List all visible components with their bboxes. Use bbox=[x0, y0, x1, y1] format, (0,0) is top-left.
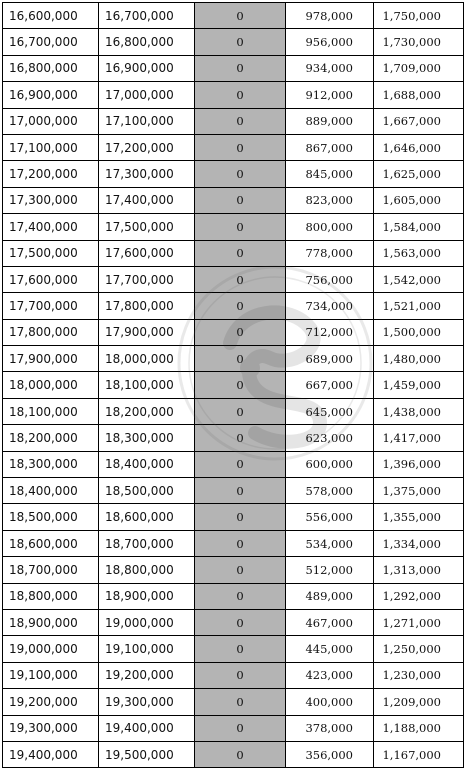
table-row bbox=[3, 346, 464, 372]
table-row bbox=[3, 609, 464, 635]
cell-income-from: 17,200,000 bbox=[3, 161, 99, 187]
cell-amount-a: 734,000 bbox=[286, 293, 374, 319]
cell-income-to: 19,400,000 bbox=[99, 715, 195, 741]
cell-income-from: 17,700,000 bbox=[3, 293, 99, 319]
cell-amount-b: 1,542,000 bbox=[374, 266, 464, 292]
cell-amount-b: 1,209,000 bbox=[374, 689, 464, 715]
cell-amount-a: 934,000 bbox=[286, 55, 374, 81]
cell-shaded-value: 0 bbox=[195, 29, 286, 55]
table-row bbox=[3, 108, 464, 134]
cell-income-from: 17,900,000 bbox=[3, 346, 99, 372]
table-row bbox=[3, 636, 464, 662]
cell-shaded-value: 0 bbox=[195, 557, 286, 583]
cell-income-to: 18,200,000 bbox=[99, 398, 195, 424]
cell-income-to: 19,000,000 bbox=[99, 609, 195, 635]
cell-income-to: 18,300,000 bbox=[99, 425, 195, 451]
cell-amount-a: 400,000 bbox=[286, 689, 374, 715]
cell-shaded-value: 0 bbox=[195, 240, 286, 266]
table-row bbox=[3, 3, 464, 29]
cell-income-from: 18,700,000 bbox=[3, 557, 99, 583]
cell-amount-a: 756,000 bbox=[286, 266, 374, 292]
cell-amount-b: 1,750,000 bbox=[374, 3, 464, 29]
cell-income-to: 17,000,000 bbox=[99, 82, 195, 108]
cell-shaded-value: 0 bbox=[195, 609, 286, 635]
cell-amount-a: 489,000 bbox=[286, 583, 374, 609]
cell-income-to: 17,400,000 bbox=[99, 187, 195, 213]
table-row bbox=[3, 134, 464, 160]
table-sheet bbox=[2, 2, 463, 768]
cell-income-from: 16,700,000 bbox=[3, 29, 99, 55]
cell-income-from: 18,400,000 bbox=[3, 478, 99, 504]
cell-amount-b: 1,688,000 bbox=[374, 82, 464, 108]
cell-amount-b: 1,250,000 bbox=[374, 636, 464, 662]
table-row bbox=[3, 319, 464, 345]
cell-amount-b: 1,605,000 bbox=[374, 187, 464, 213]
table-row bbox=[3, 214, 464, 240]
cell-amount-a: 956,000 bbox=[286, 29, 374, 55]
table-row bbox=[3, 55, 464, 81]
data-table bbox=[2, 2, 464, 768]
cell-income-to: 16,700,000 bbox=[99, 3, 195, 29]
cell-income-to: 17,600,000 bbox=[99, 240, 195, 266]
cell-shaded-value: 0 bbox=[195, 3, 286, 29]
cell-income-to: 18,800,000 bbox=[99, 557, 195, 583]
cell-amount-b: 1,730,000 bbox=[374, 29, 464, 55]
cell-amount-b: 1,625,000 bbox=[374, 161, 464, 187]
cell-income-from: 19,200,000 bbox=[3, 689, 99, 715]
cell-amount-b: 1,313,000 bbox=[374, 557, 464, 583]
cell-income-from: 18,300,000 bbox=[3, 451, 99, 477]
cell-amount-b: 1,584,000 bbox=[374, 214, 464, 240]
cell-income-to: 19,100,000 bbox=[99, 636, 195, 662]
cell-income-from: 18,800,000 bbox=[3, 583, 99, 609]
cell-income-from: 18,900,000 bbox=[3, 609, 99, 635]
cell-amount-a: 867,000 bbox=[286, 134, 374, 160]
cell-amount-a: 378,000 bbox=[286, 715, 374, 741]
cell-shaded-value: 0 bbox=[195, 319, 286, 345]
cell-amount-b: 1,646,000 bbox=[374, 134, 464, 160]
cell-shaded-value: 0 bbox=[195, 161, 286, 187]
cell-amount-b: 1,563,000 bbox=[374, 240, 464, 266]
cell-income-to: 19,300,000 bbox=[99, 689, 195, 715]
cell-amount-b: 1,188,000 bbox=[374, 715, 464, 741]
cell-amount-a: 689,000 bbox=[286, 346, 374, 372]
cell-shaded-value: 0 bbox=[195, 478, 286, 504]
table-row bbox=[3, 741, 464, 767]
cell-income-from: 19,400,000 bbox=[3, 741, 99, 767]
table-row bbox=[3, 398, 464, 424]
cell-amount-b: 1,167,000 bbox=[374, 741, 464, 767]
cell-shaded-value: 0 bbox=[195, 504, 286, 530]
cell-shaded-value: 0 bbox=[195, 187, 286, 213]
cell-income-to: 18,600,000 bbox=[99, 504, 195, 530]
cell-amount-a: 445,000 bbox=[286, 636, 374, 662]
cell-amount-a: 423,000 bbox=[286, 662, 374, 688]
table-row bbox=[3, 557, 464, 583]
table-row bbox=[3, 240, 464, 266]
cell-amount-a: 712,000 bbox=[286, 319, 374, 345]
cell-income-from: 18,500,000 bbox=[3, 504, 99, 530]
cell-amount-b: 1,438,000 bbox=[374, 398, 464, 424]
cell-income-from: 16,800,000 bbox=[3, 55, 99, 81]
table-row bbox=[3, 161, 464, 187]
cell-income-to: 17,100,000 bbox=[99, 108, 195, 134]
cell-income-from: 18,100,000 bbox=[3, 398, 99, 424]
cell-amount-a: 556,000 bbox=[286, 504, 374, 530]
cell-amount-a: 356,000 bbox=[286, 741, 374, 767]
cell-income-from: 17,600,000 bbox=[3, 266, 99, 292]
cell-income-to: 17,300,000 bbox=[99, 161, 195, 187]
cell-amount-b: 1,500,000 bbox=[374, 319, 464, 345]
cell-amount-a: 645,000 bbox=[286, 398, 374, 424]
cell-amount-b: 1,271,000 bbox=[374, 609, 464, 635]
cell-income-to: 18,100,000 bbox=[99, 372, 195, 398]
table-row bbox=[3, 504, 464, 530]
cell-income-from: 17,800,000 bbox=[3, 319, 99, 345]
cell-shaded-value: 0 bbox=[195, 530, 286, 556]
cell-amount-a: 845,000 bbox=[286, 161, 374, 187]
cell-shaded-value: 0 bbox=[195, 425, 286, 451]
cell-shaded-value: 0 bbox=[195, 214, 286, 240]
cell-amount-a: 578,000 bbox=[286, 478, 374, 504]
table-row bbox=[3, 689, 464, 715]
cell-income-to: 18,500,000 bbox=[99, 478, 195, 504]
cell-amount-b: 1,417,000 bbox=[374, 425, 464, 451]
cell-amount-a: 467,000 bbox=[286, 609, 374, 635]
cell-shaded-value: 0 bbox=[195, 372, 286, 398]
cell-amount-b: 1,375,000 bbox=[374, 478, 464, 504]
cell-shaded-value: 0 bbox=[195, 662, 286, 688]
cell-amount-b: 1,292,000 bbox=[374, 583, 464, 609]
cell-amount-a: 623,000 bbox=[286, 425, 374, 451]
cell-amount-a: 800,000 bbox=[286, 214, 374, 240]
table-row bbox=[3, 293, 464, 319]
cell-income-from: 19,000,000 bbox=[3, 636, 99, 662]
cell-income-to: 19,200,000 bbox=[99, 662, 195, 688]
cell-income-from: 18,000,000 bbox=[3, 372, 99, 398]
cell-amount-a: 778,000 bbox=[286, 240, 374, 266]
cell-amount-b: 1,396,000 bbox=[374, 451, 464, 477]
cell-income-from: 19,300,000 bbox=[3, 715, 99, 741]
cell-shaded-value: 0 bbox=[195, 583, 286, 609]
cell-amount-a: 534,000 bbox=[286, 530, 374, 556]
cell-amount-b: 1,480,000 bbox=[374, 346, 464, 372]
cell-income-from: 16,900,000 bbox=[3, 82, 99, 108]
table-row bbox=[3, 451, 464, 477]
cell-shaded-value: 0 bbox=[195, 108, 286, 134]
cell-income-to: 17,700,000 bbox=[99, 266, 195, 292]
table-row bbox=[3, 82, 464, 108]
cell-shaded-value: 0 bbox=[195, 398, 286, 424]
cell-amount-b: 1,230,000 bbox=[374, 662, 464, 688]
cell-income-from: 18,600,000 bbox=[3, 530, 99, 556]
cell-shaded-value: 0 bbox=[195, 741, 286, 767]
cell-shaded-value: 0 bbox=[195, 55, 286, 81]
table-row bbox=[3, 583, 464, 609]
cell-amount-a: 600,000 bbox=[286, 451, 374, 477]
table-row bbox=[3, 266, 464, 292]
cell-income-to: 18,700,000 bbox=[99, 530, 195, 556]
cell-shaded-value: 0 bbox=[195, 134, 286, 160]
table-row bbox=[3, 530, 464, 556]
cell-shaded-value: 0 bbox=[195, 689, 286, 715]
table-row bbox=[3, 662, 464, 688]
cell-shaded-value: 0 bbox=[195, 715, 286, 741]
cell-amount-b: 1,355,000 bbox=[374, 504, 464, 530]
table-row bbox=[3, 478, 464, 504]
cell-amount-b: 1,334,000 bbox=[374, 530, 464, 556]
cell-amount-b: 1,521,000 bbox=[374, 293, 464, 319]
table-row bbox=[3, 715, 464, 741]
cell-income-from: 19,100,000 bbox=[3, 662, 99, 688]
cell-income-from: 18,200,000 bbox=[3, 425, 99, 451]
cell-income-to: 18,900,000 bbox=[99, 583, 195, 609]
cell-amount-a: 912,000 bbox=[286, 82, 374, 108]
cell-shaded-value: 0 bbox=[195, 82, 286, 108]
cell-income-to: 16,800,000 bbox=[99, 29, 195, 55]
cell-amount-b: 1,667,000 bbox=[374, 108, 464, 134]
cell-income-to: 17,900,000 bbox=[99, 319, 195, 345]
cell-income-to: 16,900,000 bbox=[99, 55, 195, 81]
cell-income-to: 19,500,000 bbox=[99, 741, 195, 767]
cell-income-from: 17,100,000 bbox=[3, 134, 99, 160]
cell-amount-a: 889,000 bbox=[286, 108, 374, 134]
cell-income-to: 17,800,000 bbox=[99, 293, 195, 319]
cell-amount-a: 512,000 bbox=[286, 557, 374, 583]
cell-income-to: 18,400,000 bbox=[99, 451, 195, 477]
cell-amount-b: 1,709,000 bbox=[374, 55, 464, 81]
cell-income-from: 17,300,000 bbox=[3, 187, 99, 213]
cell-income-from: 17,400,000 bbox=[3, 214, 99, 240]
cell-shaded-value: 0 bbox=[195, 451, 286, 477]
cell-shaded-value: 0 bbox=[195, 266, 286, 292]
table-body bbox=[3, 3, 464, 768]
cell-income-to: 17,200,000 bbox=[99, 134, 195, 160]
table-row bbox=[3, 425, 464, 451]
cell-amount-a: 823,000 bbox=[286, 187, 374, 213]
cell-shaded-value: 0 bbox=[195, 346, 286, 372]
cell-income-from: 16,600,000 bbox=[3, 3, 99, 29]
table-row bbox=[3, 187, 464, 213]
table-row bbox=[3, 29, 464, 55]
cell-amount-b: 1,459,000 bbox=[374, 372, 464, 398]
table-row bbox=[3, 372, 464, 398]
cell-amount-a: 667,000 bbox=[286, 372, 374, 398]
cell-income-from: 17,500,000 bbox=[3, 240, 99, 266]
cell-income-from: 17,000,000 bbox=[3, 108, 99, 134]
cell-amount-a: 978,000 bbox=[286, 3, 374, 29]
cell-income-to: 18,000,000 bbox=[99, 346, 195, 372]
cell-shaded-value: 0 bbox=[195, 293, 286, 319]
cell-income-to: 17,500,000 bbox=[99, 214, 195, 240]
cell-shaded-value: 0 bbox=[195, 636, 286, 662]
